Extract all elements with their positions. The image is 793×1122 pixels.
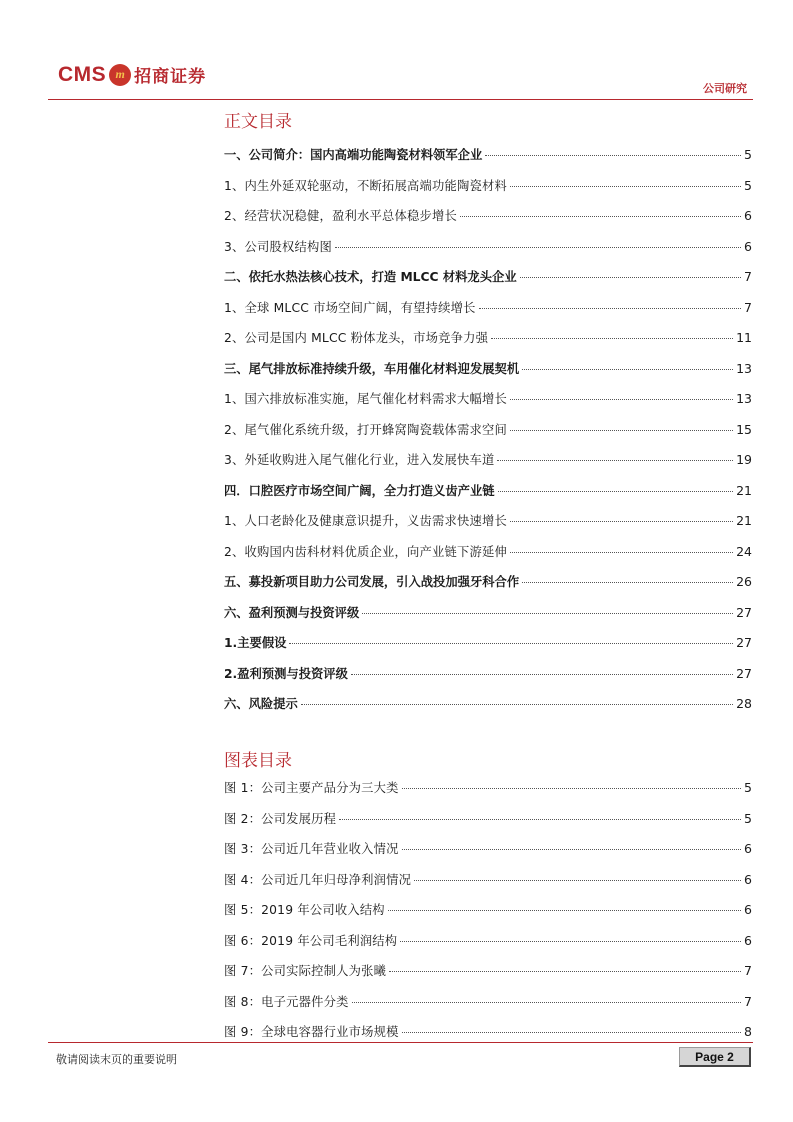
- entry-title: 一、公司简介：国内高端功能陶瓷材料领军企业: [224, 148, 483, 162]
- dot-leader: [522, 369, 733, 370]
- entry-page-number: 5: [744, 810, 752, 826]
- entry-title: 二、依托水热法核心技术，打造 MLCC 材料龙头企业: [224, 270, 517, 284]
- entry-page-number: 21: [736, 482, 752, 498]
- entry-page-number: 7: [744, 993, 752, 1009]
- figure-list: [224, 778, 752, 1053]
- entry-title: 2、尾气催化系统升级，打开蜂窝陶瓷载体需求空间: [224, 422, 507, 437]
- dot-leader: [362, 613, 733, 614]
- dot-leader: [510, 521, 733, 522]
- toc-entry[interactable]: [224, 359, 752, 390]
- toc-entry[interactable]: [224, 664, 752, 695]
- dot-leader: [301, 704, 733, 705]
- figure-entry[interactable]: [224, 870, 752, 901]
- dot-leader: [389, 971, 741, 972]
- entry-title: 五、募投新项目助力公司发展，引入战投加强牙科合作: [224, 575, 520, 589]
- entry-title: 图 8：电子元器件分类: [224, 994, 349, 1009]
- entry-title: 1、人口老龄化及健康意识提升，义齿需求快速增长: [224, 514, 507, 528]
- entry-title: 六、风险提示: [224, 697, 298, 711]
- toc-entry[interactable]: [224, 511, 752, 542]
- figure-list-title: 图表目录: [224, 751, 292, 771]
- toc-entry[interactable]: [224, 328, 752, 359]
- entry-title: 图 7：公司实际控制人为张曦: [224, 964, 387, 978]
- cms-logo: [58, 62, 206, 87]
- entry-page-number: 26: [736, 574, 752, 589]
- entry-title: 1.主要假设: [224, 636, 287, 650]
- entry-page-number: 5: [744, 147, 752, 162]
- dot-leader: [400, 941, 741, 942]
- entry-page-number: 5: [744, 177, 752, 193]
- entry-page-number: 7: [744, 299, 752, 315]
- figure-entry[interactable]: [224, 778, 752, 809]
- dot-leader: [485, 155, 741, 156]
- doc-type-label: 公司研究: [703, 82, 747, 95]
- dot-leader: [497, 460, 733, 461]
- entry-page-number: 6: [744, 902, 752, 917]
- toc-entry[interactable]: [224, 572, 752, 603]
- entry-title: 2、收购国内齿科材料优质企业，向产业链下游延伸: [224, 544, 507, 559]
- entry-title: 图 3：公司近几年营业收入情况: [224, 842, 399, 856]
- dot-leader: [335, 247, 741, 248]
- dot-leader: [479, 308, 741, 309]
- entry-title: 图 2：公司发展历程: [224, 811, 337, 826]
- entry-page-number: 27: [736, 665, 752, 681]
- entry-title: 2.盈利预测与投资评级: [224, 666, 348, 681]
- entry-page-number: 6: [744, 238, 752, 254]
- dot-leader: [351, 674, 733, 675]
- entry-title: 三、尾气排放标准持续升级，车用催化材料迎发展契机: [224, 361, 520, 376]
- entry-page-number: 8: [744, 1024, 752, 1039]
- entry-title: 1、全球 MLCC 市场空间广阔，有望持续增长: [224, 300, 476, 315]
- logo-seal-letter: m: [115, 67, 125, 81]
- toc-entry[interactable]: [224, 542, 752, 573]
- entry-title: 图 1：公司主要产品分为三大类: [224, 781, 399, 795]
- entry-page-number: 6: [744, 871, 752, 887]
- page-number-badge: Page 2: [679, 1047, 751, 1067]
- entry-title: 1、国六排放标准实施，尾气催化材料需求大幅增长: [224, 392, 507, 406]
- dot-leader: [520, 277, 741, 278]
- dot-leader: [460, 216, 741, 217]
- toc-title: 正文目录: [224, 112, 292, 132]
- entry-title: 3、外延收购进入尾气催化行业，进入发展快车道: [224, 453, 495, 467]
- dot-leader: [498, 491, 734, 492]
- entry-page-number: 27: [736, 635, 752, 650]
- dot-leader: [352, 1002, 741, 1003]
- entry-page-number: 7: [744, 963, 752, 978]
- dot-leader: [414, 880, 741, 881]
- entry-title: 图 5：2019 年公司收入结构: [224, 903, 385, 917]
- entry-page-number: 13: [736, 391, 752, 406]
- toc-list: [224, 145, 752, 725]
- entry-title: 图 6：2019 年公司毛利润结构: [224, 933, 398, 948]
- toc-entry[interactable]: [224, 694, 752, 725]
- entry-page-number: 5: [744, 780, 752, 795]
- dot-leader: [402, 1032, 741, 1033]
- toc-entry[interactable]: [224, 420, 752, 451]
- toc-entry[interactable]: [224, 450, 752, 481]
- entry-page-number: 24: [736, 543, 752, 559]
- dot-leader: [339, 819, 741, 820]
- toc-entry[interactable]: [224, 206, 752, 237]
- entry-page-number: 6: [744, 932, 752, 948]
- figure-entry[interactable]: [224, 839, 752, 870]
- figure-entry[interactable]: [224, 809, 752, 840]
- entry-title: 2、公司是国内 MLCC 粉体龙头，市场竞争力强: [224, 331, 489, 345]
- figure-entry[interactable]: [224, 900, 752, 931]
- dot-leader: [491, 338, 733, 339]
- logo-chinese-name: 招商证券: [134, 67, 207, 87]
- entry-page-number: 28: [736, 696, 752, 711]
- figure-entry[interactable]: [224, 992, 752, 1023]
- footer-divider: [48, 1042, 753, 1043]
- entry-page-number: 15: [736, 421, 752, 437]
- entry-title: 四．口腔医疗市场空间广阔，全力打造义齿产业链: [224, 483, 495, 498]
- figure-entry[interactable]: [224, 961, 752, 992]
- logo-cms-text: CMS: [58, 62, 107, 86]
- dot-leader: [522, 582, 733, 583]
- dot-leader: [510, 399, 733, 400]
- entry-page-number: 7: [744, 269, 752, 284]
- toc-entry[interactable]: [224, 298, 752, 329]
- entry-page-number: 6: [744, 841, 752, 856]
- entry-page-number: 6: [744, 208, 752, 223]
- dot-leader: [510, 552, 733, 553]
- entry-title: 1、内生外延双轮驱动，不断拓展高端功能陶瓷材料: [224, 178, 507, 193]
- header-divider: [48, 99, 753, 100]
- dot-leader: [402, 788, 741, 789]
- toc-entry[interactable]: [224, 389, 752, 420]
- figure-entry[interactable]: [224, 931, 752, 962]
- entry-title: 六、盈利预测与投资评级: [224, 605, 360, 620]
- toc-entry[interactable]: [224, 603, 752, 634]
- page-header: [48, 58, 753, 100]
- entry-page-number: 11: [736, 330, 752, 345]
- logo-seal-icon: [109, 64, 131, 86]
- entry-title: 图 4：公司近几年归母净利润情况: [224, 872, 412, 887]
- entry-page-number: 13: [736, 360, 752, 376]
- entry-title: 3、公司股权结构图: [224, 239, 332, 254]
- entry-title: 图 9：全球电容器行业市场规模: [224, 1025, 399, 1039]
- toc-entry[interactable]: [224, 267, 752, 298]
- page-footer: [48, 1042, 753, 1072]
- dot-leader: [402, 849, 741, 850]
- dot-leader: [289, 643, 733, 644]
- entry-page-number: 21: [736, 513, 752, 528]
- dot-leader: [510, 186, 741, 187]
- entry-page-number: 27: [736, 604, 752, 620]
- toc-entry[interactable]: [224, 237, 752, 268]
- toc-entry[interactable]: [224, 176, 752, 207]
- entry-title: 2、经营状况稳健，盈利水平总体稳步增长: [224, 209, 457, 223]
- dot-leader: [510, 430, 733, 431]
- entry-page-number: 19: [736, 452, 752, 467]
- disclaimer-note: 敬请阅读末页的重要说明: [56, 1053, 177, 1066]
- toc-entry[interactable]: [224, 633, 752, 664]
- dot-leader: [388, 910, 741, 911]
- toc-entry[interactable]: [224, 481, 752, 512]
- toc-entry[interactable]: [224, 145, 752, 176]
